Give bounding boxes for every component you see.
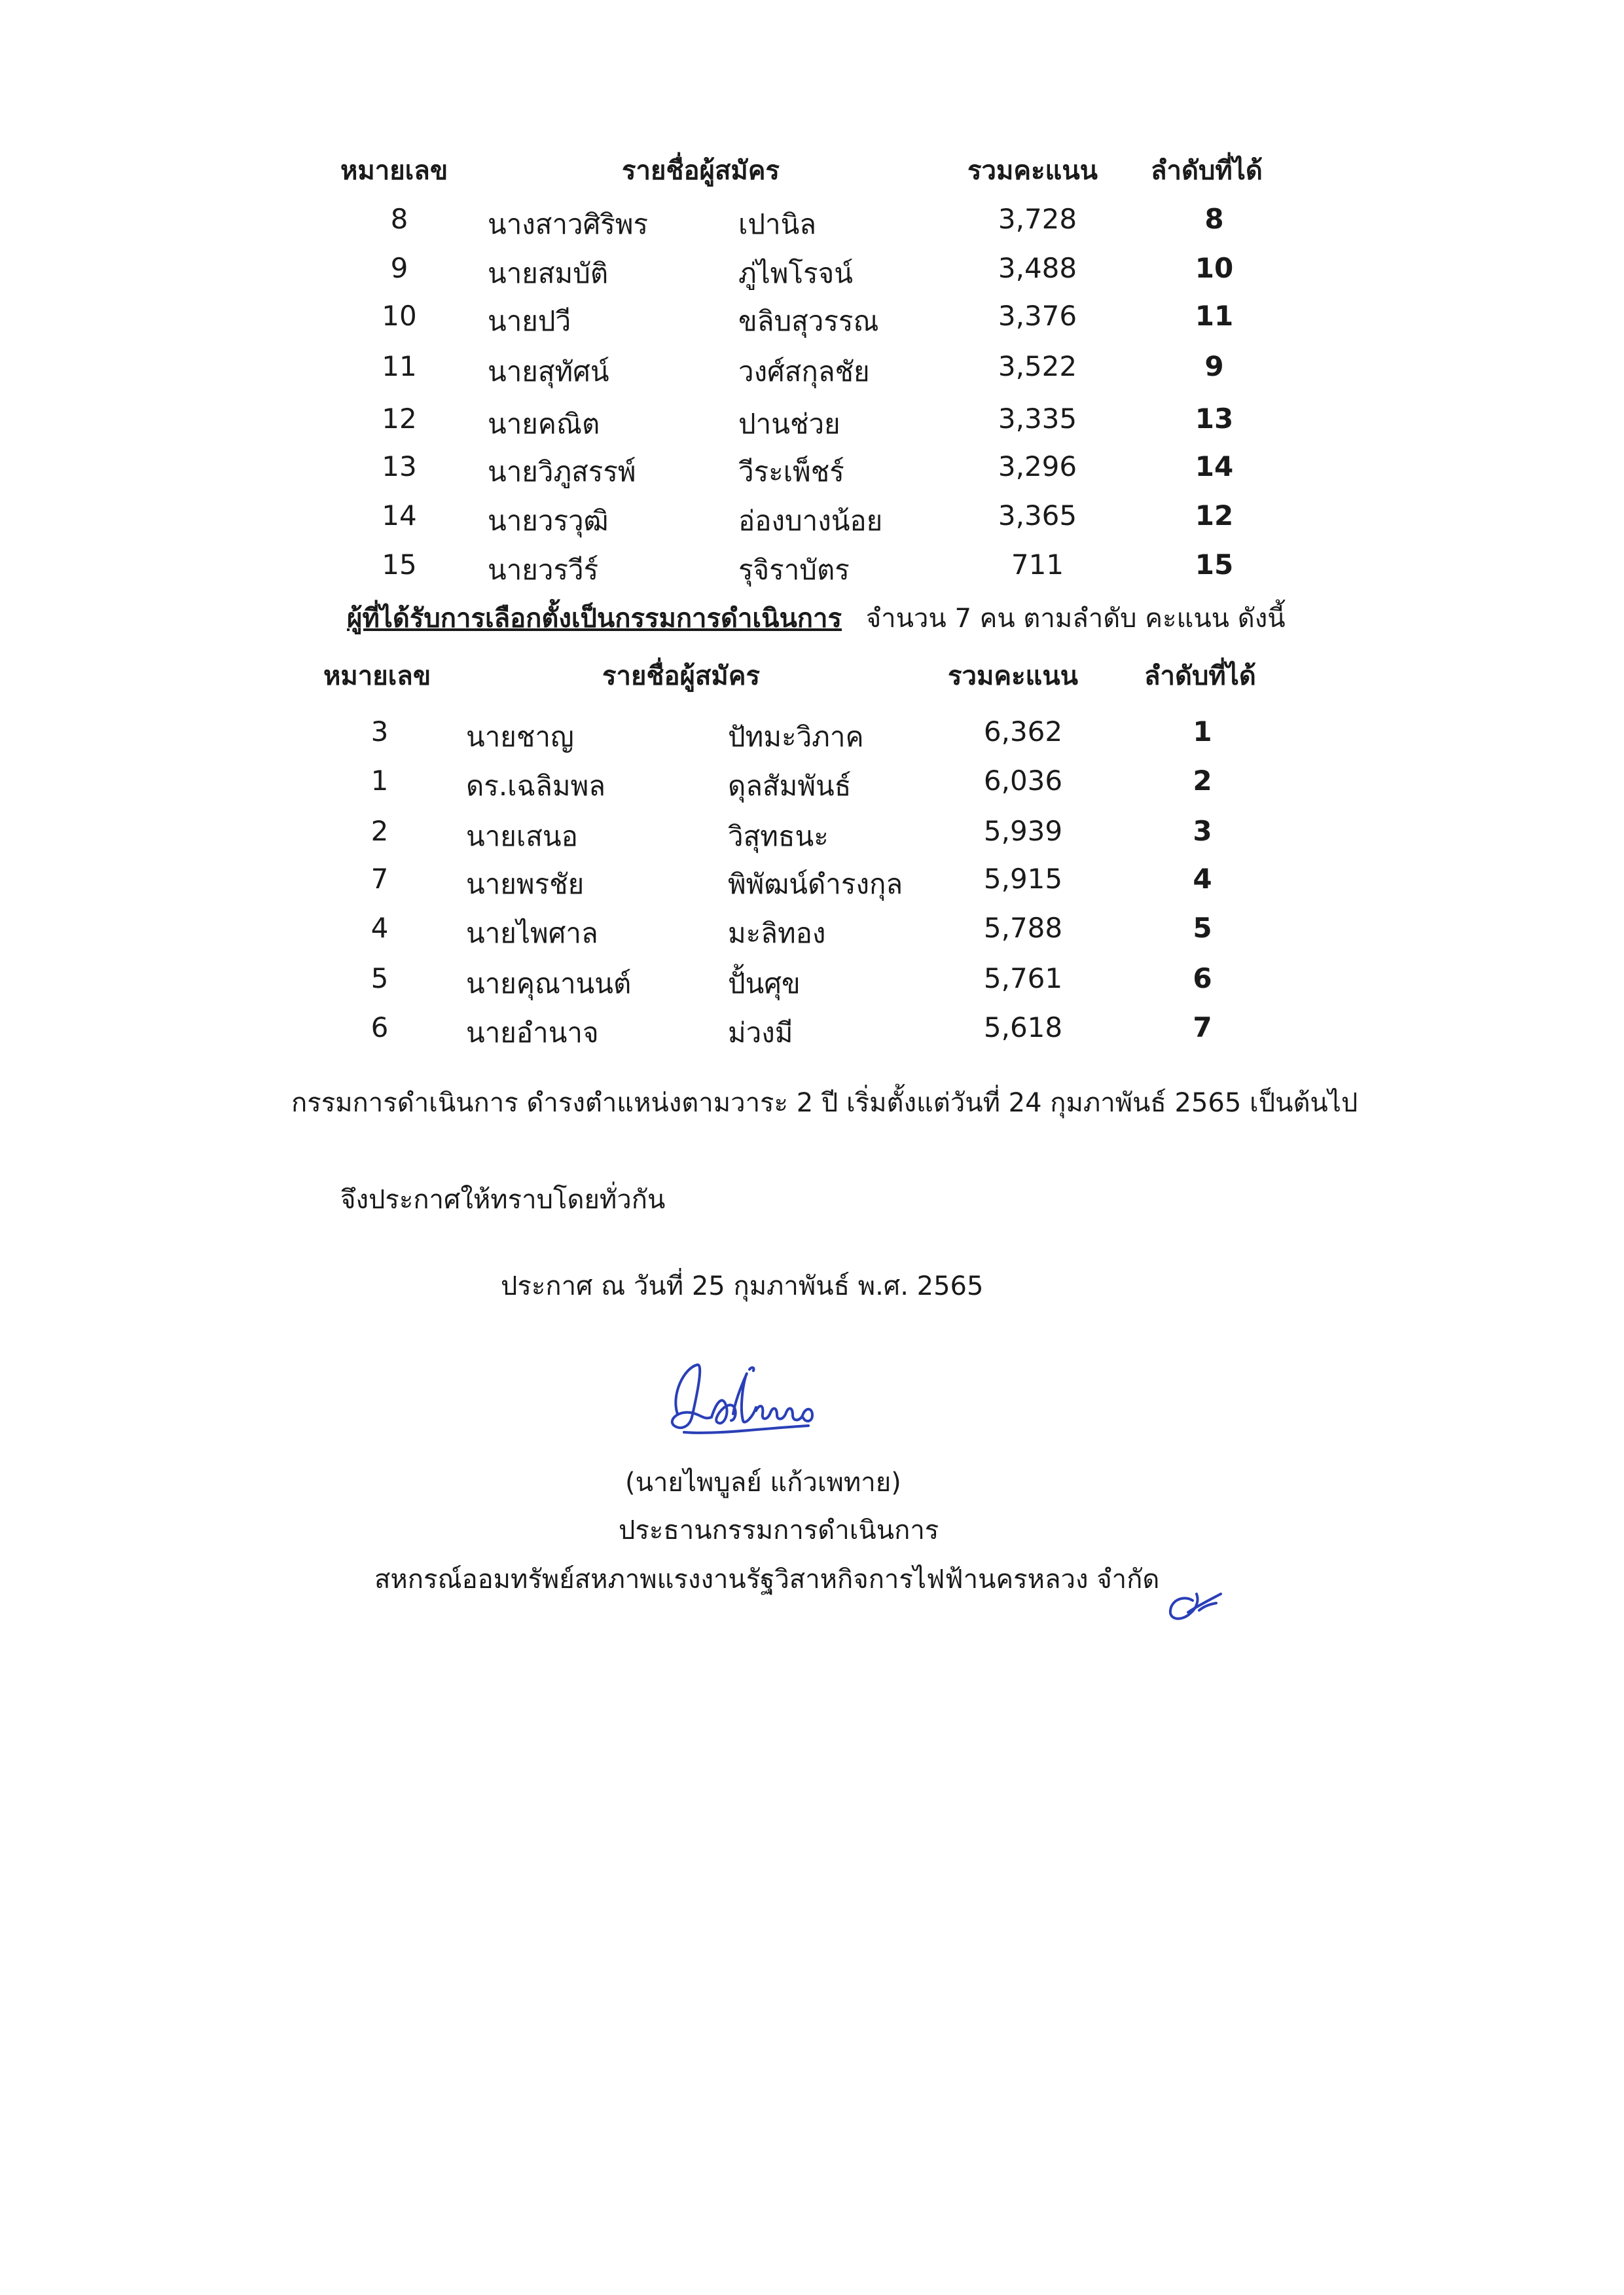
candidate-score: 3,488	[998, 252, 1077, 284]
table1-header-score: รวมคะแนน	[967, 156, 1098, 186]
candidate-number: 1	[370, 765, 389, 797]
candidate-number: 9	[390, 252, 408, 284]
candidate-last-name: ขลิบสุวรรณ	[738, 305, 879, 337]
candidate-rank: 1	[1193, 715, 1212, 748]
table2-header-number: หมายเลข	[323, 661, 431, 691]
candidate-score: 3,365	[998, 499, 1077, 532]
candidate-number: 6	[370, 1011, 389, 1043]
candidate-rank: 4	[1193, 863, 1212, 895]
candidate-number: 13	[382, 450, 417, 482]
elected-heading-title: ผู้ที่ได้รับการเลือกตั้งเป็นกรรมการดำเนินการ	[347, 604, 842, 634]
candidate-rank: 6	[1193, 962, 1212, 994]
candidate-last-name: เปานิล	[738, 208, 817, 240]
candidate-score: 711	[1011, 549, 1064, 581]
candidate-number: 11	[382, 350, 417, 382]
candidate-score: 5,939	[983, 815, 1063, 847]
table2-header-score: รวมคะแนน	[948, 661, 1079, 691]
candidate-last-name: ดุลสัมพันธ์	[728, 770, 852, 802]
candidate-score: 3,296	[998, 450, 1077, 482]
candidate-first-name: นายคณิต	[488, 408, 600, 440]
elected-heading-rest: จำนวน 7 คน ตามลำดับ คะแนน ดังนี้	[865, 604, 1286, 634]
candidate-last-name: วงศ์สกุลชัย	[738, 355, 870, 388]
candidate-last-name: ปัทมะวิภาค	[728, 721, 864, 753]
candidate-first-name: นายคุณานนต์	[466, 967, 632, 1000]
candidate-first-name: นายพรชัย	[466, 868, 585, 900]
candidate-score: 6,362	[983, 715, 1063, 748]
candidate-rank: 10	[1195, 252, 1234, 284]
candidate-score: 5,618	[983, 1011, 1063, 1043]
candidate-first-name: นายวิภูสรรพ์	[488, 456, 636, 488]
candidate-number: 15	[382, 549, 417, 581]
candidate-number: 2	[370, 815, 389, 847]
candidate-rank: 3	[1193, 815, 1212, 847]
candidate-last-name: ม่วงมี	[728, 1017, 793, 1049]
candidate-rank: 5	[1193, 912, 1212, 944]
elected-heading	[347, 597, 1286, 639]
signer-name: (นายไพบูลย์ แก้วเพทาย)	[625, 1468, 901, 1498]
candidate-last-name: ปานช่วย	[738, 408, 840, 440]
candidate-first-name: นายวรวีร์	[488, 554, 599, 586]
table1-header-rank: ลำดับที่ได้	[1151, 156, 1263, 186]
table1-header-number: หมายเลข	[340, 156, 448, 186]
table2-header-name: รายชื่อผู้สมัคร	[602, 661, 761, 691]
candidate-first-name: นายไพศาล	[466, 917, 598, 949]
candidate-last-name: ภู่ไพโรจน์	[738, 257, 853, 289]
candidate-number: 7	[370, 863, 389, 895]
candidate-score: 5,915	[983, 863, 1063, 895]
candidate-number: 3	[370, 715, 389, 748]
candidate-first-name: นายปวี	[488, 305, 571, 337]
candidate-rank: 2	[1193, 765, 1212, 797]
candidate-first-name: นายวรวุฒิ	[488, 505, 609, 537]
candidate-score: 5,761	[983, 962, 1063, 994]
candidate-first-name: นางสาวศิริพร	[488, 208, 649, 240]
candidate-number: 5	[370, 962, 389, 994]
announcement-statement: จึงประกาศให้ทราบโดยทั่วกัน	[340, 1185, 666, 1215]
candidate-score: 5,788	[983, 912, 1063, 944]
candidate-last-name: มะลิทอง	[728, 917, 826, 949]
candidate-rank: 14	[1195, 450, 1234, 482]
organization-name: สหกรณ์ออมทรัพย์สหภาพแรงงานรัฐวิสาหกิจการไฟฟ้านครหลวง จำกัด	[374, 1564, 1160, 1595]
candidate-number: 8	[390, 203, 408, 235]
table2-header-rank: ลำดับที่ได้	[1144, 661, 1256, 691]
candidate-last-name: อ่องบางน้อย	[738, 505, 883, 537]
candidate-first-name: นายสุทัศน์	[488, 355, 609, 388]
term-statement: กรรมการดำเนินการ ดำรงตำแหน่งตามวาระ 2 ปี เริ่มตั้งแต่วันที่ 24 กุมภาพันธ์ 2565 เป็นต้นไป	[291, 1088, 1358, 1118]
table1-header-name: รายชื่อผู้สมัคร	[622, 156, 780, 186]
candidate-rank: 7	[1193, 1011, 1212, 1043]
candidate-rank: 15	[1195, 549, 1234, 581]
signature-image	[651, 1355, 848, 1453]
candidate-score: 6,036	[983, 765, 1063, 797]
candidate-rank: 11	[1195, 300, 1234, 332]
candidate-last-name: รุจิราบัตร	[738, 554, 850, 586]
candidate-last-name: วีระเพ็ชร์	[738, 456, 844, 488]
candidate-number: 4	[370, 912, 389, 944]
candidate-last-name: พิพัฒน์ดำรงกุล	[728, 868, 903, 900]
candidate-score: 3,376	[998, 300, 1077, 332]
signer-title: ประธานกรรมการดำเนินการ	[619, 1515, 939, 1545]
candidate-rank: 13	[1195, 403, 1234, 435]
candidate-number: 10	[382, 300, 417, 332]
candidate-last-name: ปั้นศุข	[728, 967, 801, 1000]
candidate-rank: 9	[1204, 350, 1224, 382]
candidate-last-name: วิสุทธนะ	[728, 820, 829, 852]
candidate-score: 3,522	[998, 350, 1077, 382]
candidate-number: 14	[382, 499, 417, 532]
candidate-score: 3,728	[998, 203, 1077, 235]
candidate-rank: 12	[1195, 499, 1234, 532]
candidate-first-name: นายสมบัติ	[488, 257, 609, 289]
candidate-first-name: ดร.เฉลิมพล	[466, 770, 605, 802]
candidate-first-name: นายชาญ	[466, 721, 574, 753]
candidate-first-name: นายเสนอ	[466, 820, 578, 852]
candidate-number: 12	[382, 403, 417, 435]
candidate-score: 3,335	[998, 403, 1077, 435]
initials-mark	[1159, 1574, 1231, 1633]
candidate-rank: 8	[1204, 203, 1224, 235]
candidate-first-name: นายอำนาจ	[466, 1017, 599, 1049]
announcement-date: ประกาศ ณ วันที่ 25 กุมภาพันธ์ พ.ศ. 2565	[501, 1271, 984, 1301]
